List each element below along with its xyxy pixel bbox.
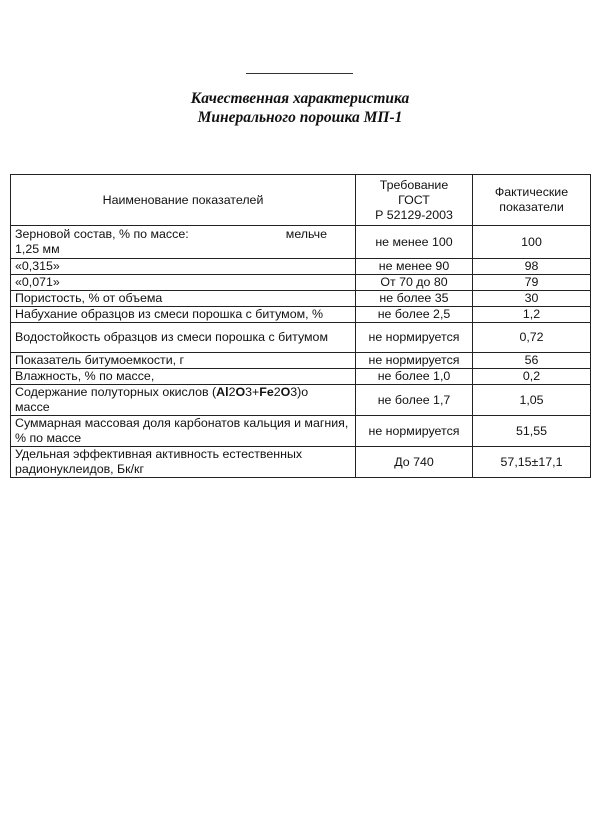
row-actual: 57,15±17,1 <box>473 447 591 478</box>
grain-finer-label: мельче <box>285 227 327 241</box>
formula-fe: Fe <box>259 385 274 399</box>
table-row <box>11 369 591 385</box>
row-name: «0,315» <box>11 259 356 275</box>
row-requirement: не менее 100 <box>356 226 473 259</box>
row-requirement: не нормируется <box>356 416 473 447</box>
row-actual: 51,55 <box>473 416 591 447</box>
row-actual: 1,2 <box>473 307 591 323</box>
table-row <box>11 275 591 291</box>
title-line-1: Качественная характеристика <box>190 90 410 107</box>
row-actual: 79 <box>473 275 591 291</box>
oxides-label-tail: массе <box>15 400 50 414</box>
table-row <box>11 323 591 353</box>
row-actual: 1,05 <box>473 385 591 416</box>
row-name: Показатель битумоемкости, г <box>11 353 356 369</box>
row-requirement: не менее 90 <box>356 259 473 275</box>
top-rule <box>246 73 353 74</box>
grain-size-label: 1,25 мм <box>15 242 60 256</box>
header-name: Наименование показателей <box>11 175 356 226</box>
row-name: Удельная эффективная активность естественных радионуклеидов, Бк/кг <box>11 447 356 478</box>
formula-part: 2 <box>273 385 281 399</box>
grain-label: Зерновой состав, % по массе: <box>15 227 189 241</box>
row-requirement: не более 2,5 <box>356 307 473 323</box>
formula-o: O <box>280 385 291 399</box>
header-requirement <box>356 175 473 226</box>
row-requirement: не более 35 <box>356 291 473 307</box>
row-actual: 30 <box>473 291 591 307</box>
table-header-row <box>11 175 591 226</box>
table-row <box>11 226 591 259</box>
row-actual: 100 <box>473 226 591 259</box>
oxides-label: Содержание полуторных окислов ( <box>15 385 217 399</box>
row-requirement: От 70 до 80 <box>356 275 473 291</box>
row-name: Водостойкость образцов из смеси порошка с битумом <box>11 323 356 353</box>
row-requirement: не более 1,7 <box>356 385 473 416</box>
row-actual: 0,72 <box>473 323 591 353</box>
table-row <box>11 447 591 478</box>
table-row <box>11 307 591 323</box>
table-row <box>11 416 591 447</box>
properties-table <box>10 174 591 478</box>
table-row <box>11 291 591 307</box>
formula-o: O <box>235 385 246 399</box>
row-name: Пористость, % от объема <box>11 291 356 307</box>
table-row <box>11 353 591 369</box>
row-actual: 98 <box>473 259 591 275</box>
formula-part: 3)о <box>290 385 309 399</box>
row-name: Влажность, % по массе, <box>11 369 356 385</box>
row-requirement: не нормируется <box>356 353 473 369</box>
header-req-line-2: ГОСТ <box>398 192 430 207</box>
title-line-2: Минерального порошка МП-1 <box>197 109 403 126</box>
header-act-line-2: показатели <box>499 200 564 214</box>
formula-al: Al <box>216 385 229 399</box>
table-row <box>11 259 591 275</box>
row-name: Набухание образцов из смеси порошка с битумом, % <box>11 307 356 323</box>
row-actual: 56 <box>473 353 591 369</box>
row-requirement: До 740 <box>356 447 473 478</box>
row-name: «0,071» <box>11 275 356 291</box>
row-name <box>11 226 356 259</box>
row-requirement: не более 1,0 <box>356 369 473 385</box>
row-actual: 0,2 <box>473 369 591 385</box>
header-act-line-1: Фактические <box>494 185 569 199</box>
row-name <box>11 385 356 416</box>
formula-part: 3+ <box>245 385 260 399</box>
row-name: Суммарная массовая доля карбонатов кальция и магния, % по массе <box>11 416 356 447</box>
document-title <box>0 89 600 127</box>
formula-part: 2 <box>228 385 236 399</box>
header-req-line-1: Требование <box>379 177 449 192</box>
row-requirement: не нормируется <box>356 323 473 353</box>
header-actual <box>473 175 591 226</box>
table-row <box>11 385 591 416</box>
header-req-line-3: Р 52129-2003 <box>375 207 453 222</box>
